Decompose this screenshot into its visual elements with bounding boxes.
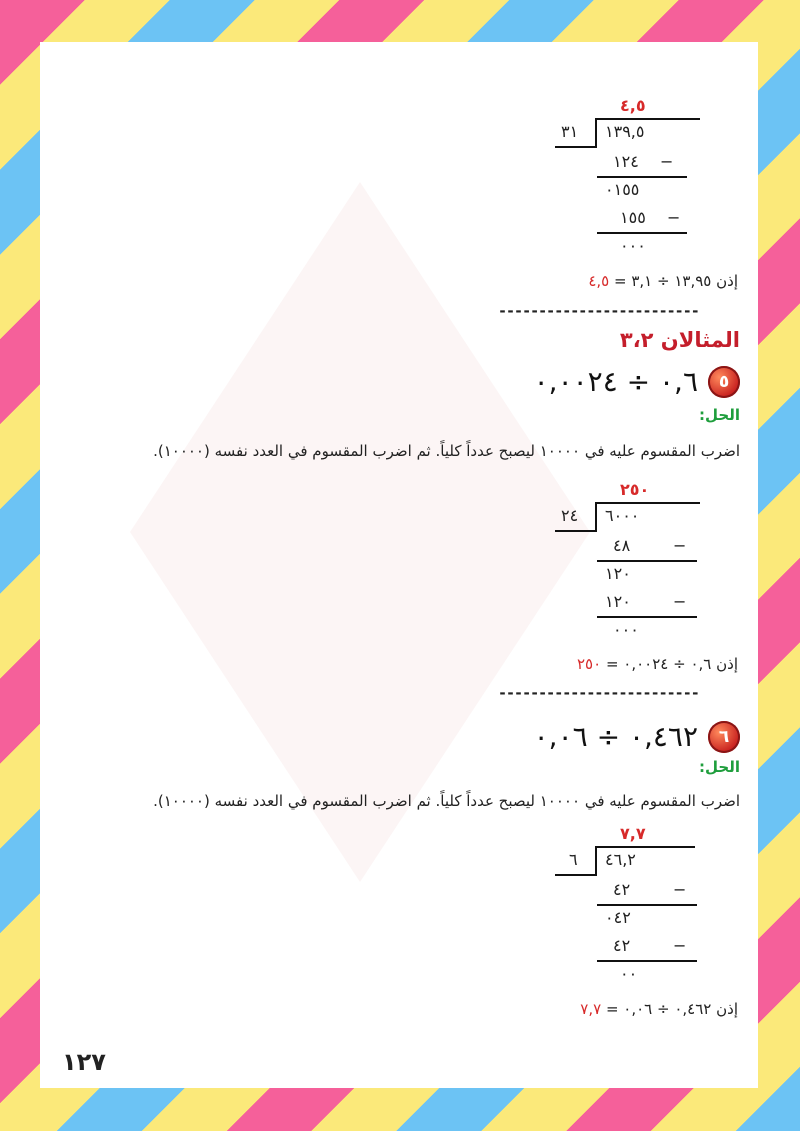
subtract-step-2: ١٢٠ <box>605 592 631 611</box>
conclusion-1 <box>588 272 738 290</box>
dividend: ٦٠٠٠ <box>605 506 640 525</box>
dividend: ٤٦,٢ <box>605 850 636 869</box>
minus-sign: − <box>673 936 687 955</box>
problem-6 <box>534 720 740 753</box>
minus-sign: − <box>673 536 687 555</box>
solution-label: الحل: <box>699 406 740 424</box>
division-bracket <box>595 118 597 148</box>
divisor-underline <box>555 530 597 532</box>
minus-sign: − <box>667 208 681 227</box>
subtract-step-1: ٤٨ <box>613 536 631 555</box>
problem-number-badge: ٦ <box>708 721 740 753</box>
answer: ٢٥٠ <box>577 655 602 673</box>
textbook-page <box>40 42 758 1088</box>
problem-number-badge: ٥ <box>708 366 740 398</box>
instruction-text: اضرب المقسوم عليه في ١٠٠٠٠ ليصبح عدداً كلياً. ثم اضرب المقسوم في العدد نفسه (١٠٠٠٠). <box>153 442 740 460</box>
division-bar-top <box>595 846 695 848</box>
answer: ٧,٧ <box>580 1000 602 1018</box>
remainder-1: ١٢٠ <box>605 564 631 583</box>
divider: ------------------------- <box>498 302 699 320</box>
quotient: ٢٥٠ <box>620 480 650 499</box>
minus-sign: − <box>660 152 674 171</box>
division-bar-top <box>595 502 700 504</box>
subtract-line-1 <box>597 904 697 906</box>
subtract-step-1: ١٢٤ <box>613 152 639 171</box>
subtract-line-2 <box>597 960 697 962</box>
remainder-final: ٠٠٠ <box>620 236 646 255</box>
subtract-line-1 <box>597 560 697 562</box>
divisor: ٦ <box>569 850 578 869</box>
answer: ٤,٥ <box>588 272 610 290</box>
remainder-final: ٠٠٠ <box>613 620 639 639</box>
subtract-step-2: ١٥٥ <box>620 208 646 227</box>
division-bracket <box>595 846 597 876</box>
subtract-step-1: ٤٢ <box>613 880 631 899</box>
remainder-final: ٠٠ <box>620 964 638 983</box>
long-division-5 <box>555 480 765 639</box>
subtract-line-2 <box>597 616 697 618</box>
remainder-1: ٠١٥٥ <box>605 180 640 199</box>
division-bar-top <box>595 118 700 120</box>
section-heading: المثالان ٣،٢ <box>619 328 740 352</box>
solution-label: الحل: <box>699 758 740 776</box>
subtract-line-2 <box>597 232 687 234</box>
dividend: ١٣٩,٥ <box>605 122 645 141</box>
subtract-line-1 <box>597 176 687 178</box>
problem-expression: ٠,٤٦٢ ÷ ٠,٠٦ <box>533 720 698 753</box>
conclusion-text: إذن ٠,٦ ÷ ٠,٠٠٢٤ = <box>605 655 738 673</box>
watermark-logo <box>130 182 590 882</box>
conclusion-text: إذن ٠,٤٦٢ ÷ ٠,٠٦ = <box>605 1000 738 1018</box>
minus-sign: − <box>673 880 687 899</box>
subtract-step-2: ٤٢ <box>613 936 631 955</box>
divisor-underline <box>555 874 597 876</box>
problem-5 <box>534 365 740 398</box>
instruction-text: اضرب المقسوم عليه في ١٠٠٠٠ ليصبح عدداً كلياً. ثم اضرب المقسوم في العدد نفسه (١٠٠٠٠). <box>153 792 740 810</box>
divider: ------------------------- <box>498 684 699 702</box>
quotient: ٤,٥ <box>620 96 646 115</box>
divisor-underline <box>555 146 597 148</box>
remainder-1: ٠٤٢ <box>605 908 631 927</box>
long-division-6 <box>555 824 765 983</box>
divisor: ٣١ <box>561 122 579 141</box>
problem-expression: ٠,٦ ÷ ٠,٠٠٢٤ <box>533 365 698 398</box>
conclusion-5 <box>577 655 738 673</box>
conclusion-6 <box>580 1000 738 1018</box>
divisor: ٢٤ <box>561 506 579 525</box>
minus-sign: − <box>673 592 687 611</box>
page-number: ١٢٧ <box>62 1048 106 1076</box>
conclusion-text: إذن ١٣,٩٥ ÷ ٣,١ = <box>614 272 738 290</box>
quotient: ٧,٧ <box>620 824 646 843</box>
long-division-1 <box>555 96 765 255</box>
division-bracket <box>595 502 597 532</box>
